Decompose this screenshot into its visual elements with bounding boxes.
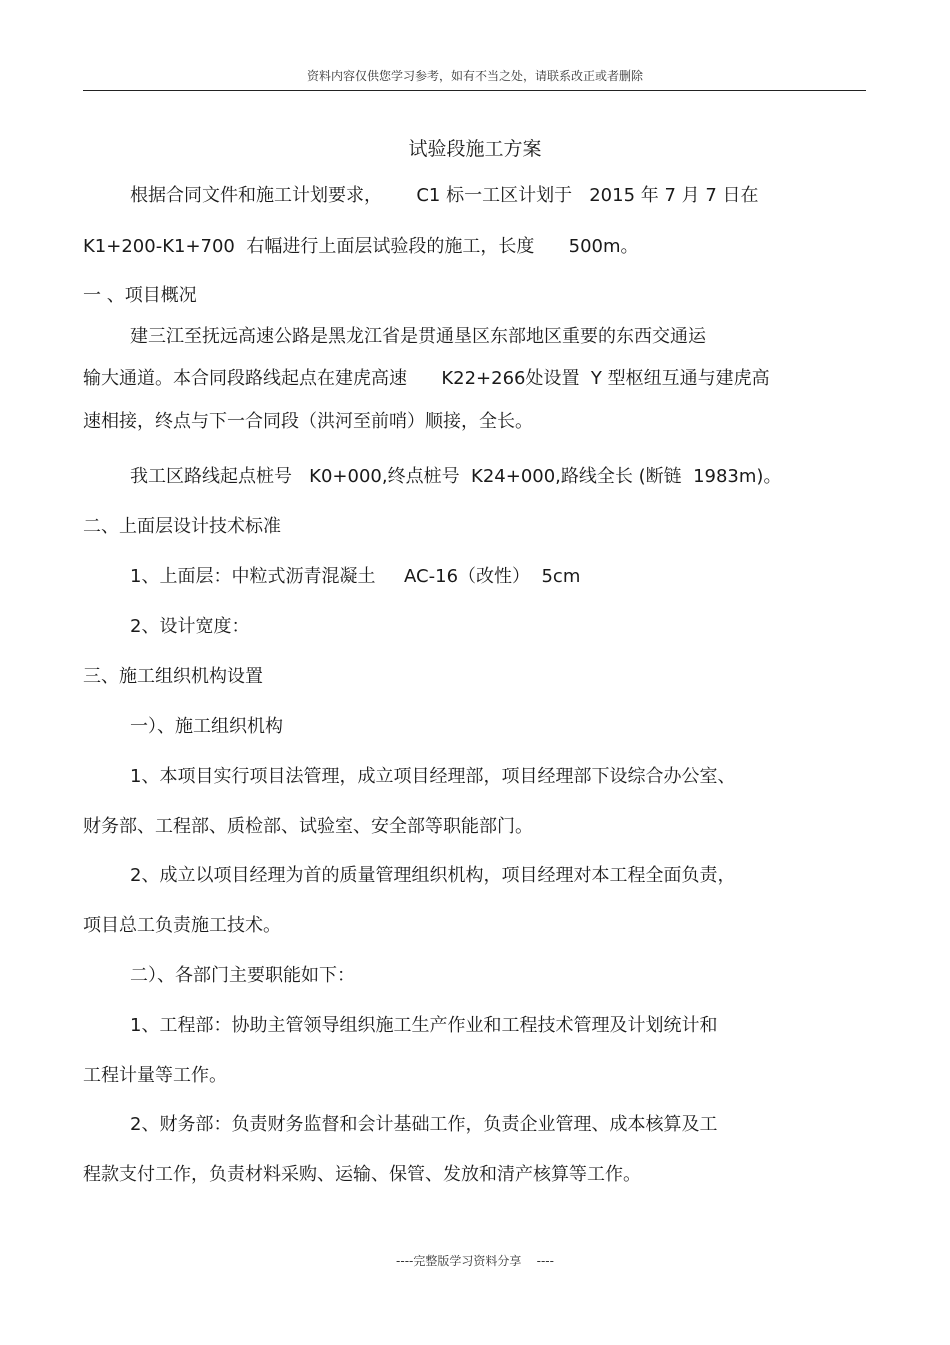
document-title: 试验段施工方案	[408, 138, 542, 160]
paragraph-line: 1、上面层：中粒式沥青混凝土 AC-16（改性） 5cm	[130, 566, 581, 587]
paragraph-line: 2、设计宽度：	[130, 616, 250, 637]
subsection-heading: 一）、施工组织机构	[130, 716, 283, 737]
paragraph-line: 速相接，终点与下一合同段（洪河至前哨）顺接，全长。	[83, 411, 533, 432]
paragraph-line: 输大通道。本合同段路线起点在建虎高速 K22+266处设置 Y 型枢纽互通与建虎高	[83, 368, 770, 389]
section-heading: 三、施工组织机构设置	[83, 666, 263, 687]
paragraph-line: K1+200-K1+700 右幅进行上面层试验段的施工，长度 500m。	[83, 236, 639, 257]
paragraph-line: 项目总工负责施工技术。	[83, 915, 281, 936]
paragraph-line: 1、工程部：协助主管领导组织施工生产作业和工程技术管理及计划统计和	[130, 1015, 718, 1036]
paragraph-line: 建三江至抚远高速公路是黑龙江省是贯通垦区东部地区重要的东西交通运	[130, 326, 706, 347]
paragraph-line: 工程计量等工作。	[83, 1065, 227, 1086]
paragraph-line: 1、本项目实行项目法管理，成立项目经理部，项目经理部下设综合办公室、	[130, 766, 736, 787]
paragraph-line: 2、成立以项目经理为首的质量管理组织机构，项目经理对本工程全面负责，	[130, 865, 736, 886]
paragraph-line: 财务部、工程部、质检部、试验室、安全部等职能部门。	[83, 816, 533, 837]
section-heading: 二、上面层设计技术标准	[83, 516, 281, 537]
header-disclaimer: 资料内容仅供您学习参考，如有不当之处，请联系改正或者删除	[306, 69, 643, 83]
header-rule	[83, 90, 866, 91]
paragraph-line: 我工区路线起点桩号 K0+000,终点桩号 K24+000,路线全长 (断链 1983m)。	[130, 466, 782, 487]
section-heading: 一 、项目概况	[83, 285, 197, 306]
footer-note: ----完整版学习资料分享 ----	[396, 1254, 554, 1268]
subsection-heading: 二）、各部门主要职能如下：	[130, 965, 355, 986]
paragraph-line: 2、财务部：负责财务监督和会计基础工作，负责企业管理、成本核算及工	[130, 1114, 718, 1135]
paragraph-line: 程款支付工作，负责材料采购、运输、保管、发放和清产核算等工作。	[83, 1164, 641, 1185]
paragraph-line: 根据合同文件和施工计划要求， C1 标一工区计划于 2015 年 7 月 7 日在	[130, 185, 759, 206]
